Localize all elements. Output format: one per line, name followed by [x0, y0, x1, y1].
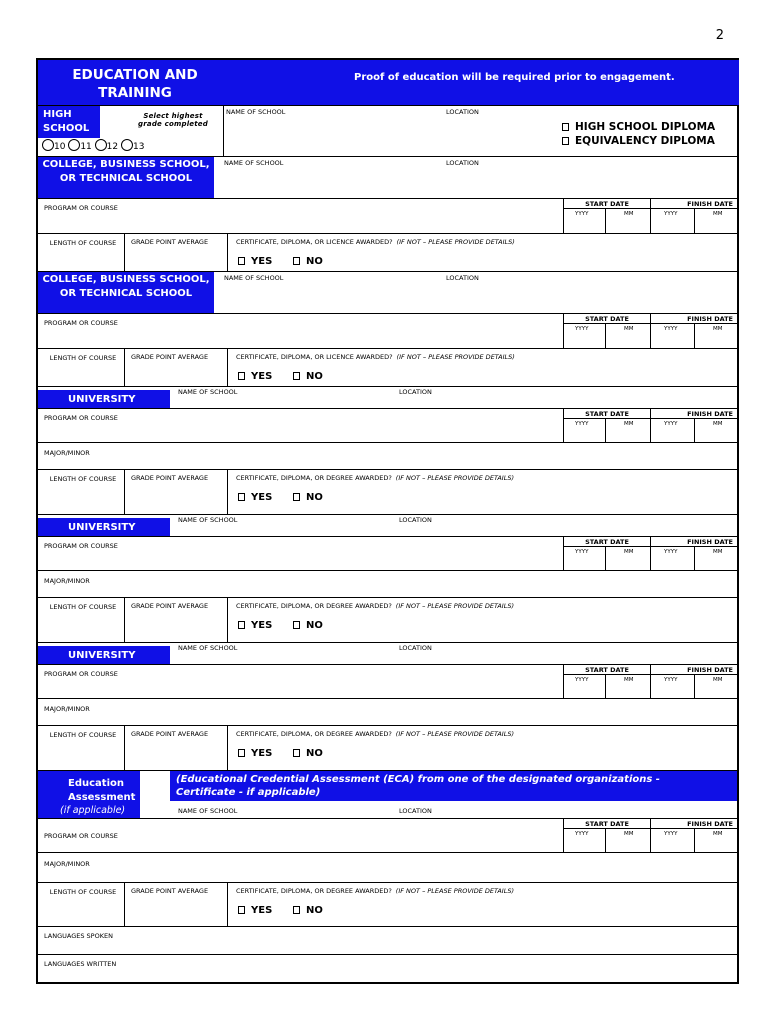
grade-11-radio[interactable] — [68, 139, 80, 151]
university-2-gpa-label: GRADE POINT AVERAGE — [131, 602, 209, 610]
hs-diploma-option[interactable] — [562, 121, 715, 133]
college-2-certificate-question — [236, 353, 515, 361]
eca-yes-label: YES — [251, 905, 273, 916]
college-2-title: COLLEGE, BUSINESS SCHOOL, OR TECHNICAL SCHOOL — [38, 272, 214, 314]
university-3-major-row — [38, 698, 737, 725]
languages-written-row — [38, 954, 737, 984]
hs-diploma-label: HIGH SCHOOL DIPLOMA — [575, 121, 716, 133]
university-1-yes-option[interactable] — [238, 492, 272, 503]
eca-details-note: (IF NOT – PLEASE PROVIDE DETAILS) — [395, 887, 515, 895]
university-3-details-note: (IF NOT – PLEASE PROVIDE DETAILS) — [395, 730, 515, 738]
university-3-finish-date-label: FINISH DATE — [687, 666, 733, 674]
grade-13-label: 13 — [132, 142, 145, 152]
college-2-yes-checkbox[interactable] — [238, 372, 245, 380]
university-3-name-row — [38, 642, 737, 664]
eca-no-label: NO — [306, 905, 323, 916]
university-3-program-row — [38, 664, 737, 698]
university-2-finish-mm: MM — [713, 549, 723, 555]
college-2-start-yyyy: YYYY — [575, 326, 589, 332]
languages-written-label: LANGUAGES WRITTEN — [44, 960, 117, 968]
university-3-award-row — [38, 725, 737, 770]
eca-no-option[interactable] — [293, 905, 323, 916]
eca-certificate-label: CERTIFICATE, DIPLOMA, OR DEGREE AWARDED? — [236, 887, 392, 895]
college-2-no-option[interactable] — [293, 371, 323, 382]
university-1-no-option[interactable] — [293, 492, 323, 503]
eca-major-row — [38, 852, 737, 882]
eca-start-date-label: START DATE — [585, 820, 629, 828]
college-1-no-option[interactable] — [293, 256, 323, 267]
university-2-finish-date-label: FINISH DATE — [687, 538, 733, 546]
university-2-title: UNIVERSITY — [38, 518, 170, 537]
university-3-no-option[interactable] — [293, 748, 323, 759]
college-2-award-row — [38, 348, 737, 386]
languages-spoken-row — [38, 926, 737, 954]
college-2-name-row — [38, 271, 737, 313]
eca-start-yyyy: YYYY — [575, 831, 589, 837]
university-1-no-label: NO — [306, 492, 323, 503]
university-3-finish-yyyy: YYYY — [664, 677, 678, 683]
eca-no-checkbox[interactable] — [293, 906, 300, 914]
university-2-major-row — [38, 570, 737, 597]
college-1-finish-mm: MM — [713, 211, 723, 217]
university-2-name-row — [38, 514, 737, 536]
grade-12-label: 12 — [106, 142, 119, 152]
eca-banner-text: (Educational Credential Assessment (ECA) from one of the designated organizations - Certificate - if applicable) — [176, 774, 660, 798]
university-1-finish-yyyy: YYYY — [664, 421, 678, 427]
university-2-start-yyyy: YYYY — [575, 549, 589, 555]
university-2-location-label: LOCATION — [399, 516, 432, 524]
college-2-length-label: LENGTH OF COURSE — [49, 354, 117, 362]
university-2-no-checkbox[interactable] — [293, 621, 300, 629]
eca-length-label: LENGTH OF COURSE — [49, 888, 117, 896]
university-1-location-label: LOCATION — [399, 388, 432, 396]
eca-gpa-label: GRADE POINT AVERAGE — [131, 887, 209, 895]
university-2-start-date-label: START DATE — [585, 538, 629, 546]
university-3-major-label: MAJOR/MINOR — [44, 705, 90, 713]
university-2-start-mm: MM — [624, 549, 634, 555]
eca-name-label: NAME OF SCHOOL — [178, 807, 238, 815]
college-1-name-label: NAME OF SCHOOL — [224, 159, 284, 167]
university-1-yes-label: YES — [251, 492, 273, 503]
eca-program-label: PROGRAM OR COURSE — [44, 832, 118, 840]
university-2-length-label: LENGTH OF COURSE — [49, 603, 117, 611]
college-1-yes-checkbox[interactable] — [238, 257, 245, 265]
university-1-gpa-label: GRADE POINT AVERAGE — [131, 474, 209, 482]
college-2-program-label: PROGRAM OR COURSE — [44, 319, 118, 327]
college-2-start-date-label: START DATE — [585, 315, 629, 323]
eca-subtitle: (if applicable) — [60, 805, 126, 816]
university-2-certificate-label: CERTIFICATE, DIPLOMA, OR DEGREE AWARDED? — [236, 602, 392, 610]
university-2-award-row — [38, 597, 737, 642]
eca-finish-yyyy: YYYY — [664, 831, 678, 837]
college-1-award-row — [38, 233, 737, 271]
eca-major-label: MAJOR/MINOR — [44, 860, 90, 868]
university-2-certificate-question — [236, 602, 514, 610]
hs-location-label: LOCATION — [446, 108, 479, 116]
university-1-details-note: (IF NOT – PLEASE PROVIDE DETAILS) — [395, 474, 515, 482]
university-1-start-mm: MM — [624, 421, 634, 427]
university-3-no-label: NO — [306, 748, 323, 759]
university-3-location-label: LOCATION — [399, 644, 432, 652]
college-1-certificate-question — [236, 238, 515, 246]
university-1-program-label: PROGRAM OR COURSE — [44, 414, 118, 422]
college-2-certificate-label: CERTIFICATE, DIPLOMA, OR LICENCE AWARDED? — [236, 353, 393, 361]
university-3-start-yyyy: YYYY — [575, 677, 589, 683]
select-grade-note: Select highest grade completed — [138, 112, 208, 128]
university-2-yes-option[interactable] — [238, 620, 272, 631]
university-2-details-note: (IF NOT – PLEASE PROVIDE DETAILS) — [395, 602, 515, 610]
eca-title: Education Assessment — [68, 778, 136, 803]
university-1-major-row — [38, 442, 737, 469]
university-1-major-label: MAJOR/MINOR — [44, 449, 90, 457]
university-1-start-yyyy: YYYY — [575, 421, 589, 427]
university-2-program-label: PROGRAM OR COURSE — [44, 542, 118, 550]
eca-location-label: LOCATION — [399, 807, 432, 815]
college-1-program-label: PROGRAM OR COURSE — [44, 204, 118, 212]
university-3-program-label: PROGRAM OR COURSE — [44, 670, 118, 678]
college-1-no-checkbox[interactable] — [293, 257, 300, 265]
grade-13-radio[interactable] — [121, 139, 133, 151]
eca-start-mm: MM — [624, 831, 634, 837]
university-1-name-label: NAME OF SCHOOL — [178, 388, 238, 396]
eca-finish-mm: MM — [713, 831, 723, 837]
university-1-no-checkbox[interactable] — [293, 493, 300, 501]
equivalency-checkbox[interactable] — [562, 137, 569, 145]
college-2-no-label: NO — [306, 371, 323, 382]
eca-yes-checkbox[interactable] — [238, 906, 245, 914]
college-2-details-note: (IF NOT – PLEASE PROVIDE DETAILS) — [396, 353, 515, 361]
university-3-name-label: NAME OF SCHOOL — [178, 644, 238, 652]
university-2-yes-label: YES — [251, 620, 273, 631]
education-form — [36, 58, 739, 984]
college-1-finish-date-label: FINISH DATE — [687, 200, 733, 208]
college-2-no-checkbox[interactable] — [293, 372, 300, 380]
college-2-finish-mm: MM — [713, 326, 723, 332]
university-2-finish-yyyy: YYYY — [664, 549, 678, 555]
university-3-title: UNIVERSITY — [38, 646, 170, 665]
eca-award-row — [38, 882, 737, 926]
section-title: EDUCATION AND TRAINING — [72, 67, 198, 101]
university-1-finish-date-label: FINISH DATE — [687, 410, 733, 418]
college-2-start-mm: MM — [624, 326, 634, 332]
university-3-yes-label: YES — [251, 748, 273, 759]
university-1-program-row — [38, 408, 737, 442]
college-2-yes-option[interactable] — [238, 371, 272, 382]
college-2-finish-yyyy: YYYY — [664, 326, 678, 332]
university-1-certificate-label: CERTIFICATE, DIPLOMA, OR DEGREE AWARDED? — [236, 474, 392, 482]
hs-name-label: NAME OF SCHOOL — [226, 108, 286, 116]
college-1-program-row — [38, 198, 737, 233]
college-1-yes-label: YES — [251, 256, 273, 267]
college-2-location-label: LOCATION — [446, 274, 479, 282]
university-3-certificate-label: CERTIFICATE, DIPLOMA, OR DEGREE AWARDED? — [236, 730, 392, 738]
university-1-finish-mm: MM — [713, 421, 723, 427]
university-1-award-row — [38, 469, 737, 514]
page-number: 2 — [715, 28, 724, 43]
university-3-certificate-question — [236, 730, 514, 738]
university-3-start-date-label: START DATE — [585, 666, 629, 674]
college-1-no-label: NO — [306, 256, 323, 267]
eca-finish-date-label: FINISH DATE — [687, 820, 733, 828]
college-1-yes-option[interactable] — [238, 256, 272, 267]
eca-certificate-question — [236, 887, 514, 895]
college-2-finish-date-label: FINISH DATE — [687, 315, 733, 323]
university-2-program-row — [38, 536, 737, 570]
university-3-length-label: LENGTH OF COURSE — [49, 731, 117, 739]
high-school-section — [38, 105, 737, 156]
university-2-major-label: MAJOR/MINOR — [44, 577, 90, 585]
eca-header-row — [38, 770, 737, 818]
college-2-yes-label: YES — [251, 371, 273, 382]
grade-11-label: 11 — [80, 142, 92, 152]
college-2-name-label: NAME OF SCHOOL — [224, 274, 284, 282]
university-3-no-checkbox[interactable] — [293, 749, 300, 757]
college-1-title: COLLEGE, BUSINESS SCHOOL, OR TECHNICAL SCHOOL — [38, 157, 214, 199]
university-2-yes-checkbox[interactable] — [238, 621, 245, 629]
grade-selector — [42, 139, 144, 152]
university-3-finish-mm: MM — [713, 677, 723, 683]
college-1-finish-yyyy: YYYY — [664, 211, 678, 217]
university-2-no-label: NO — [306, 620, 323, 631]
university-2-name-label: NAME OF SCHOOL — [178, 516, 238, 524]
college-1-start-mm: MM — [624, 211, 634, 217]
university-3-yes-checkbox[interactable] — [238, 749, 245, 757]
university-3-yes-option[interactable] — [238, 748, 272, 759]
college-1-start-date-label: START DATE — [585, 200, 629, 208]
grade-12-radio[interactable] — [95, 139, 107, 151]
university-3-start-mm: MM — [624, 677, 634, 683]
college-1-gpa-label: GRADE POINT AVERAGE — [131, 238, 209, 246]
eca-yes-option[interactable] — [238, 905, 272, 916]
college-1-location-label: LOCATION — [446, 159, 479, 167]
university-1-certificate-question — [236, 474, 514, 482]
university-1-length-label: LENGTH OF COURSE — [49, 475, 117, 483]
high-school-title: HIGH SCHOOL — [38, 106, 100, 138]
college-1-name-row — [38, 156, 737, 198]
proof-note: Proof of education will be required prior to engagement. — [354, 72, 675, 83]
university-3-gpa-label: GRADE POINT AVERAGE — [131, 730, 209, 738]
college-1-details-note: (IF NOT – PLEASE PROVIDE DETAILS) — [396, 238, 515, 246]
equivalency-label: EQUIVALENCY DIPLOMA — [575, 135, 715, 147]
college-1-start-yyyy: YYYY — [575, 211, 589, 217]
university-1-title: UNIVERSITY — [38, 390, 170, 409]
university-2-no-option[interactable] — [293, 620, 323, 631]
university-1-yes-checkbox[interactable] — [238, 493, 245, 501]
equivalency-option[interactable] — [562, 135, 715, 147]
grade-10-radio[interactable] — [42, 139, 54, 151]
university-1-start-date-label: START DATE — [585, 410, 629, 418]
college-1-length-label: LENGTH OF COURSE — [49, 239, 117, 247]
college-2-program-row — [38, 313, 737, 348]
grade-10-label: 10 — [54, 142, 66, 152]
languages-spoken-label: LANGUAGES SPOKEN — [44, 932, 113, 940]
eca-program-row — [38, 818, 737, 852]
university-1-name-row — [38, 386, 737, 408]
college-1-certificate-label: CERTIFICATE, DIPLOMA, OR LICENCE AWARDED? — [236, 238, 393, 246]
college-2-gpa-label: GRADE POINT AVERAGE — [131, 353, 209, 361]
hs-diploma-checkbox[interactable] — [562, 123, 569, 131]
